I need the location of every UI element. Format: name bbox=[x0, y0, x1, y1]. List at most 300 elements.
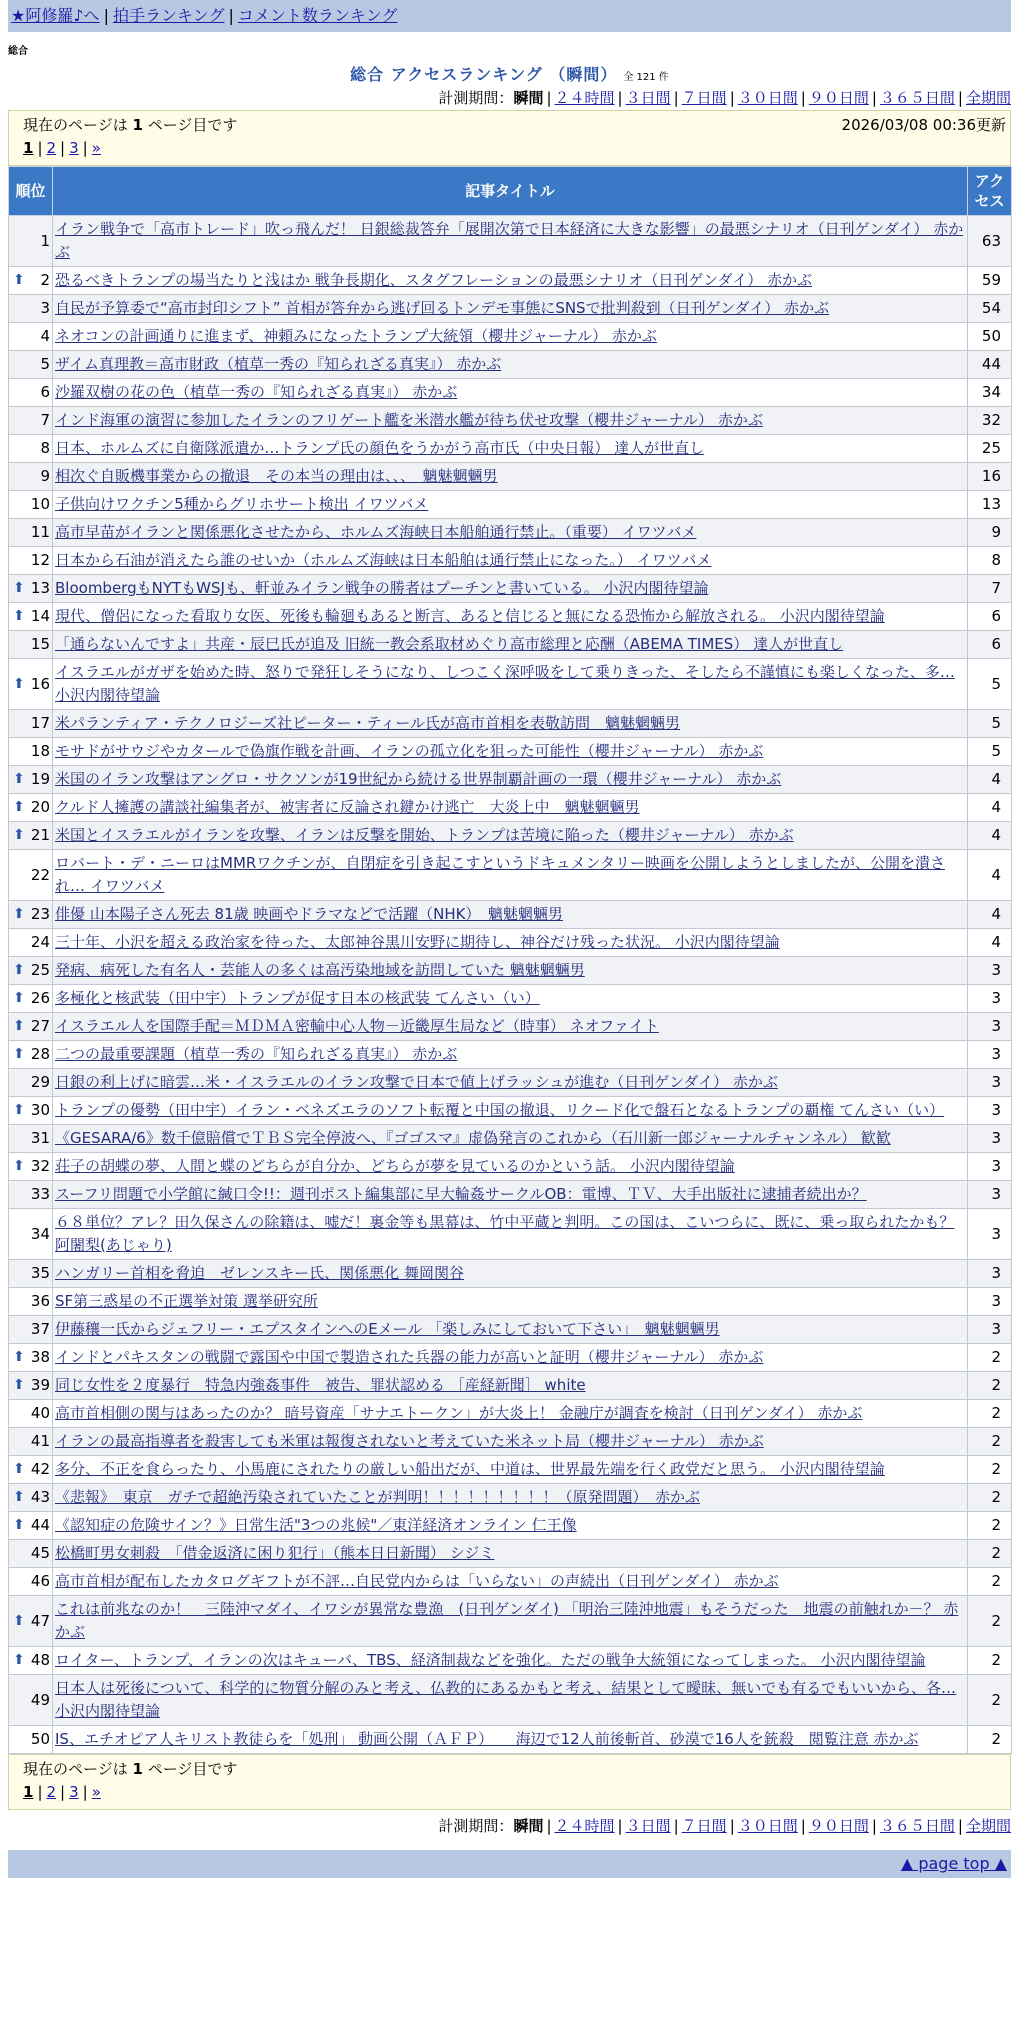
article-title-link[interactable]: トランプの優勢（田中宇）イラン・ベネズエラのソフト転覆と中国の撤退、リクード化で盤石となるトランプの覇権 てんさい（い） bbox=[55, 1101, 945, 1119]
rank-number: 4 bbox=[40, 327, 50, 345]
access-count: 2 bbox=[968, 1568, 1012, 1596]
pagination-separator: | bbox=[60, 139, 66, 157]
rank-cell bbox=[9, 1568, 53, 1596]
access-count: 32 bbox=[968, 407, 1012, 435]
title-cell bbox=[53, 1097, 968, 1125]
period-separator: | bbox=[546, 89, 552, 107]
pagination-separator: | bbox=[82, 139, 88, 157]
rank-cell bbox=[9, 379, 53, 407]
rank-cell bbox=[9, 1428, 53, 1456]
rank-cell bbox=[9, 216, 53, 267]
access-count: 3 bbox=[968, 1316, 1012, 1344]
rank-cell bbox=[9, 1512, 53, 1540]
access-count: 2 bbox=[968, 1647, 1012, 1675]
article-title-link[interactable]: 米パランティア・テクノロジーズ社ピーター・ティール氏が高市首相を表敬訪問 魑魅魍魎男 bbox=[55, 714, 681, 732]
rank-cell bbox=[9, 1069, 53, 1097]
up-arrow-icon: ⬆ bbox=[13, 1046, 25, 1062]
table-row bbox=[9, 1484, 1012, 1512]
footer-bar bbox=[8, 1850, 1011, 1878]
period-link[interactable]: ３日間 bbox=[625, 1817, 671, 1835]
period-separator: | bbox=[729, 89, 735, 107]
title-cell bbox=[53, 738, 968, 766]
up-arrow-icon: ⬆ bbox=[13, 1018, 25, 1034]
rank-number: 11 bbox=[30, 523, 50, 541]
rank-number: 42 bbox=[30, 1460, 50, 1478]
access-count: 63 bbox=[968, 216, 1012, 267]
article-title-link[interactable]: スーフリ問題で小学館に緘口令!!：週刊ポスト編集部に早大輪姦サークルOB：電博、ＴＶ、大手出版社に逮捕者続出か？ bbox=[55, 1185, 867, 1203]
pagination bbox=[23, 1781, 1006, 1803]
table-row bbox=[9, 1209, 1012, 1260]
period-link[interactable]: ３６５日間 bbox=[879, 1817, 955, 1835]
up-arrow-icon: ⬆ bbox=[13, 580, 25, 596]
rank-number: 49 bbox=[30, 1690, 50, 1709]
period-link[interactable]: ７日間 bbox=[681, 89, 727, 107]
title-cell bbox=[53, 435, 968, 463]
table-row bbox=[9, 1097, 1012, 1125]
period-label: 計測期間： bbox=[438, 1817, 514, 1835]
access-count: 13 bbox=[968, 491, 1012, 519]
access-count: 3 bbox=[968, 1209, 1012, 1260]
access-count: 4 bbox=[968, 901, 1012, 929]
current-page-prefix: 現在のページは bbox=[23, 116, 128, 134]
rank-number: 9 bbox=[40, 467, 50, 485]
table-row bbox=[9, 519, 1012, 547]
period-current: 瞬間 bbox=[513, 89, 544, 107]
article-title-link[interactable]: 多極化と核武装（田中宇）トランプが促す日本の核武装 てんさい（い） bbox=[55, 989, 540, 1007]
article-title-link[interactable]: 三十年、小沢を超える政治家を待った、太郎神谷黒川安野に期待し、神谷だけ残った状況。 小沢内閣待望論 bbox=[55, 933, 780, 951]
article-title-link[interactable]: 恐るべきトランプの場当たりと浅はか 戦争長期化、スタグフレーションの最悪シナリオ（日刊ゲンダイ） 赤かぶ bbox=[55, 271, 812, 289]
page-status-line bbox=[23, 1757, 1006, 1781]
title-cell bbox=[53, 1568, 968, 1596]
rank-number: 17 bbox=[30, 714, 50, 732]
current-page-suffix: ページ目です bbox=[147, 1760, 238, 1778]
table-row bbox=[9, 850, 1012, 901]
article-title-link[interactable]: ロイター、トランプ、イランの次はキューバ、TBS、経済制裁などを強化。ただの戦争大統領になってしまった。 小沢内閣待望論 bbox=[55, 1651, 926, 1669]
title-cell bbox=[53, 957, 968, 985]
table-row bbox=[9, 575, 1012, 603]
rank-cell bbox=[9, 1260, 53, 1288]
access-count: 2 bbox=[968, 1428, 1012, 1456]
rank-number: 3 bbox=[40, 299, 50, 317]
table-header-row bbox=[9, 167, 1012, 216]
title-cell bbox=[53, 1316, 968, 1344]
period-label: 計測期間： bbox=[438, 89, 514, 107]
article-title-link[interactable]: 《悲報》 東京 ガチで超絶汚染されていたことが判明！！！！！！！！！（原発問題） 赤かぶ bbox=[55, 1488, 701, 1506]
access-count: 6 bbox=[968, 603, 1012, 631]
rank-cell bbox=[9, 1400, 53, 1428]
access-count: 2 bbox=[968, 1484, 1012, 1512]
pagination-link[interactable]: 3 bbox=[69, 139, 79, 157]
title-cell bbox=[53, 1288, 968, 1316]
table-row bbox=[9, 659, 1012, 710]
access-count: 3 bbox=[968, 1097, 1012, 1125]
title-cell bbox=[53, 1013, 968, 1041]
article-title-link[interactable]: 高市首相が配布したカタログギフトが不評…自民党内からは「いらない」の声続出（日刊ゲンダイ） 赤かぶ bbox=[55, 1572, 779, 1590]
table-row bbox=[9, 379, 1012, 407]
rank-number: 39 bbox=[30, 1376, 50, 1394]
period-selector-bottom bbox=[8, 1814, 1011, 1838]
rank-number: 15 bbox=[30, 635, 50, 653]
clap-ranking-link[interactable]: 拍手ランキング bbox=[112, 6, 225, 25]
rank-cell bbox=[9, 1209, 53, 1260]
rank-number: 37 bbox=[30, 1320, 50, 1338]
table-row bbox=[9, 738, 1012, 766]
access-count: 9 bbox=[968, 519, 1012, 547]
table-row bbox=[9, 435, 1012, 463]
table-row bbox=[9, 794, 1012, 822]
rank-number: 50 bbox=[30, 1730, 50, 1748]
rank-cell bbox=[9, 1316, 53, 1344]
access-count: 3 bbox=[968, 1041, 1012, 1069]
article-title-link[interactable]: インド海軍の演習に参加したイランのフリゲート艦を米潜水艦が待ち伏せ攻撃（櫻井ジャーナル） 赤かぶ bbox=[55, 411, 763, 429]
article-title-link[interactable]: 日本人は死後について、科学的に物質分解のみと考え、仏教的にあるかもと考え、結果として曖昧、無いでも有るでもいいから、各… 小沢内閣待望論 bbox=[55, 1679, 957, 1720]
rank-number: 38 bbox=[30, 1348, 50, 1366]
access-count: 2 bbox=[968, 1372, 1012, 1400]
rank-number: 48 bbox=[30, 1651, 50, 1669]
current-page-text bbox=[23, 1757, 237, 1781]
article-title-link[interactable]: これは前兆なのか！ 三陸沖マダイ、イワシが異常な豊漁 (日刊ゲンダイ) 「明治三陸沖地震」もそうだった 地震の前触れか－？ 赤かぶ bbox=[55, 1600, 959, 1641]
article-title-link[interactable]: ロバート・デ・ニーロはMMRワクチンが、自閉症を引き起こすというドキュメンタリー映画を公開しようとしましたが、公開を潰され… イワツバメ bbox=[55, 854, 945, 895]
rank-number: 13 bbox=[30, 579, 50, 597]
period-separator: | bbox=[800, 1817, 806, 1835]
article-title-link[interactable]: 伊藤穰一氏からジェフリー・エプスタインへのEメール 「楽しみにしておいて下さい」 魑魅魍魎男 bbox=[55, 1320, 720, 1338]
rank-cell bbox=[9, 985, 53, 1013]
article-title-link[interactable]: ６８単位？アレ？田久保さんの除籍は、嘘だ！裏金等も黒幕は、竹中平蔵と判明。この国は、こいつらに、既に、乗っ取られたかも？ 阿闍梨(あじゃり) bbox=[55, 1213, 955, 1254]
article-title-link[interactable]: イランの最高指導者を殺害しても米軍は報復されないと考えていた米ネット局（櫻井ジャーナル） 赤かぶ bbox=[55, 1432, 764, 1450]
article-title-link[interactable]: ネオコンの計画通りに進まず、神頼みになったトランプ大統領（櫻井ジャーナル） 赤かぶ bbox=[55, 327, 657, 345]
rank-cell bbox=[9, 1456, 53, 1484]
access-count: 4 bbox=[968, 794, 1012, 822]
rank-cell bbox=[9, 1125, 53, 1153]
rank-number: 36 bbox=[30, 1292, 50, 1310]
period-link[interactable]: ３０日間 bbox=[737, 1817, 798, 1835]
article-title-link[interactable]: 沙羅双樹の花の色（植草一秀の『知られざる真実』） 赤かぶ bbox=[55, 383, 458, 401]
article-title-link[interactable]: 米国とイスラエルがイランを攻撃、イランは反撃を開始、トランプは苦境に陥った（櫻井ジャーナル） 赤かぶ bbox=[55, 826, 794, 844]
access-count: 5 bbox=[968, 738, 1012, 766]
up-arrow-icon: ⬆ bbox=[13, 1349, 25, 1365]
access-count: 44 bbox=[968, 351, 1012, 379]
article-title-link[interactable]: イスラエル人を国際手配＝ＭＤＭＡ密輸中心人物－近畿厚生局など（時事） ネオファイト bbox=[55, 1017, 659, 1035]
article-title-link[interactable]: 荘子の胡蝶の夢、人間と蝶のどちらが自分か、どちらが夢を見ているのかという話。 小沢内閣待望論 bbox=[55, 1157, 735, 1175]
rank-number: 22 bbox=[30, 865, 50, 884]
rank-cell bbox=[9, 1484, 53, 1512]
title-cell bbox=[53, 794, 968, 822]
rank-number: 45 bbox=[30, 1544, 50, 1562]
period-link[interactable]: ２４時間 bbox=[554, 89, 615, 107]
period-separator: | bbox=[729, 1817, 735, 1835]
rank-number: 44 bbox=[30, 1516, 50, 1534]
category-label: 総合 bbox=[8, 46, 28, 57]
table-row bbox=[9, 631, 1012, 659]
page-info bbox=[8, 110, 1011, 166]
access-count: 3 bbox=[968, 1260, 1012, 1288]
article-title-link[interactable]: IS、エチオピア人キリスト教徒らを「処刑」 動画公開（ＡＦＰ） 海辺で12人前後斬首、砂漠で16人を銃殺 閲覧注意 赤かぶ bbox=[55, 1730, 919, 1748]
table-row bbox=[9, 957, 1012, 985]
ranking-title-row bbox=[8, 64, 1011, 86]
up-arrow-icon: ⬆ bbox=[13, 990, 25, 1006]
article-title-link[interactable]: 高市早苗がイランと関係悪化させたから、ホルムズ海峡日本船舶通行禁止。（重要） イワツバメ bbox=[55, 523, 697, 541]
table-row bbox=[9, 1288, 1012, 1316]
title-cell bbox=[53, 1400, 968, 1428]
table-row bbox=[9, 1428, 1012, 1456]
table-row bbox=[9, 1512, 1012, 1540]
title-cell bbox=[53, 1069, 968, 1097]
pagination bbox=[23, 137, 1006, 159]
home-link[interactable]: ★阿修羅♪へ bbox=[11, 6, 100, 25]
table-row bbox=[9, 985, 1012, 1013]
current-page-number: 1 bbox=[132, 1760, 143, 1778]
article-title-link[interactable]: 日本、ホルムズに自衛隊派遣か…トランプ氏の顔色をうかがう高市氏（中央日報） 達人が世直し bbox=[55, 439, 705, 457]
title-cell bbox=[53, 901, 968, 929]
title-cell bbox=[53, 1726, 968, 1754]
article-title-link[interactable]: 同じ女性を２度暴行 特急内強姦事件 被告、罪状認める ［産経新聞］ white bbox=[55, 1376, 586, 1394]
rank-cell bbox=[9, 603, 53, 631]
article-title-link[interactable]: 俳優 山本陽子さん死去 81歳 映画やドラマなどで活躍（NHK） 魑魅魍魎男 bbox=[55, 905, 563, 923]
page-info-bottom bbox=[8, 1754, 1011, 1810]
pagination-link[interactable]: 2 bbox=[46, 139, 57, 157]
period-separator: | bbox=[957, 89, 963, 107]
article-title-link[interactable]: 《認知症の危険サイン？》日常生活"3つの兆候"／東洋経済オンライン 仁王像 bbox=[55, 1516, 577, 1534]
title-cell bbox=[53, 1456, 968, 1484]
table-row bbox=[9, 351, 1012, 379]
rank-number: 25 bbox=[30, 961, 50, 979]
rank-number: 34 bbox=[30, 1224, 50, 1243]
pagination-separator: | bbox=[37, 1783, 43, 1801]
title-cell bbox=[53, 603, 968, 631]
access-count: 50 bbox=[968, 323, 1012, 351]
table-row bbox=[9, 267, 1012, 295]
table-row bbox=[9, 1647, 1012, 1675]
table-row bbox=[9, 710, 1012, 738]
article-title-link[interactable]: インドとパキスタンの戦闘で露国や中国で製造された兵器の能力が高いと証明（櫻井ジャーナル） 赤かぶ bbox=[55, 1348, 764, 1366]
rank-number: 5 bbox=[40, 355, 50, 373]
page-top-link[interactable]: ▲ page top ▲ bbox=[900, 1854, 1007, 1873]
rank-cell bbox=[9, 957, 53, 985]
rank-cell bbox=[9, 1097, 53, 1125]
title-cell bbox=[53, 575, 968, 603]
table-row bbox=[9, 1041, 1012, 1069]
title-cell bbox=[53, 850, 968, 901]
title-cell bbox=[53, 379, 968, 407]
article-title-link[interactable]: SF第三惑星の不正選挙対策 選挙研究所 bbox=[55, 1292, 318, 1310]
article-title-link[interactable]: 《GESARA/6》数千億賠償でＴＢＳ完全停波へ、『ゴゴスマ』虚偽発言のこれから（石川新一郎ジャーナルチャンネル） 歓歓 bbox=[55, 1129, 891, 1147]
rank-number: 29 bbox=[30, 1073, 50, 1091]
rank-cell bbox=[9, 1647, 53, 1675]
current-page-prefix: 現在のページは bbox=[23, 1760, 128, 1778]
up-arrow-icon: ⬆ bbox=[13, 1158, 25, 1174]
article-title-link[interactable]: 「通らないんですよ」共産・辰巳氏が追及 旧統一教会系取材めぐり高市総理と応酬（ABEMA TIMES） 達人が世直し bbox=[55, 635, 844, 653]
title-cell bbox=[53, 710, 968, 738]
title-cell bbox=[53, 1647, 968, 1675]
current-page-text bbox=[23, 113, 237, 137]
pagination-next[interactable]: » bbox=[91, 1783, 101, 1801]
article-title-link[interactable]: ザイム真理教＝高市財政（植草一秀の『知られざる真実』） 赤かぶ bbox=[55, 355, 502, 373]
rank-cell bbox=[9, 1596, 53, 1647]
period-separator: | bbox=[800, 89, 806, 107]
up-arrow-icon: ⬆ bbox=[13, 962, 25, 978]
rank-cell bbox=[9, 435, 53, 463]
pagination-current: 1 bbox=[23, 139, 34, 157]
access-count: 4 bbox=[968, 850, 1012, 901]
table-row bbox=[9, 1596, 1012, 1647]
ranking-table-body bbox=[9, 216, 1012, 1754]
rank-cell bbox=[9, 1540, 53, 1568]
title-cell bbox=[53, 1181, 968, 1209]
total-count: 全 121 件 bbox=[623, 72, 669, 83]
article-title-link[interactable]: 子供向けワクチン5種からグリホサート検出 イワツバメ bbox=[55, 495, 429, 513]
rank-number: 33 bbox=[30, 1185, 50, 1203]
rank-cell bbox=[9, 659, 53, 710]
period-separator: | bbox=[673, 89, 679, 107]
period-separator: | bbox=[546, 1817, 552, 1835]
table-row bbox=[9, 1153, 1012, 1181]
title-cell bbox=[53, 491, 968, 519]
period-separator: | bbox=[673, 1817, 679, 1835]
period-selector bbox=[8, 86, 1011, 110]
article-title-link[interactable]: イスラエルがガザを始めた時、怒りで発狂しそうになり、しつこく深呼吸をして乗りきった、そしたら不謹慎にも楽しくなった、多… 小沢内閣待望論 bbox=[55, 663, 955, 704]
rank-cell bbox=[9, 929, 53, 957]
column-header-title: 記事タイトル bbox=[53, 167, 968, 216]
table-row bbox=[9, 407, 1012, 435]
up-arrow-icon: ⬆ bbox=[13, 1652, 25, 1668]
article-title-link[interactable]: イラン戦争で「高市トレード」吹っ飛んだ！ 日銀総裁答弁「展開次第で日本経済に大きな影響」の最悪シナリオ（日刊ゲンダイ） 赤かぶ bbox=[55, 220, 964, 261]
article-title-link[interactable]: 現代、僧侶になった看取り女医、死後も輪廻もあると断言、あると信じると無になる恐怖から解放される。 小沢内閣待望論 bbox=[55, 607, 885, 625]
rank-number: 12 bbox=[30, 551, 50, 569]
title-cell bbox=[53, 766, 968, 794]
access-count: 8 bbox=[968, 547, 1012, 575]
rank-number: 10 bbox=[30, 495, 50, 513]
period-link[interactable]: ９０日間 bbox=[808, 89, 869, 107]
access-count: 7 bbox=[968, 575, 1012, 603]
title-cell bbox=[53, 1209, 968, 1260]
comment-ranking-link[interactable]: コメント数ランキング bbox=[237, 6, 398, 25]
article-title-link[interactable]: 松橋町男女刺殺 「借金返済に困り犯行」（熊本日日新聞） シジミ bbox=[55, 1544, 495, 1562]
title-cell bbox=[53, 1041, 968, 1069]
article-title-link[interactable]: 多分、不正を食らったり、小馬鹿にされたりの厳しい船出だが、中道は、世界最先端を行く政党だと思う。 小沢内閣待望論 bbox=[55, 1460, 885, 1478]
up-arrow-icon: ⬆ bbox=[13, 827, 25, 843]
article-title-link[interactable]: BloombergもNYTもWSJも、軒並みイラン戦争の勝者はプーチンと書いている。 小沢内閣待望論 bbox=[55, 579, 709, 597]
table-row bbox=[9, 1726, 1012, 1754]
rank-cell bbox=[9, 1675, 53, 1726]
title-cell bbox=[53, 659, 968, 710]
page-status-line bbox=[23, 113, 1006, 137]
rank-cell bbox=[9, 491, 53, 519]
article-title-link[interactable]: ハンガリー首相を脅迫 ゼレンスキー氏、関係悪化 舞岡関谷 bbox=[55, 1264, 464, 1282]
title-cell bbox=[53, 631, 968, 659]
article-title-link[interactable]: モサドがサウジやカタールで偽旗作戦を計画、イランの孤立化を狙った可能性（櫻井ジャーナル） 赤かぶ bbox=[55, 742, 764, 760]
rank-cell bbox=[9, 766, 53, 794]
rank-cell bbox=[9, 267, 53, 295]
rank-number: 47 bbox=[30, 1611, 50, 1630]
access-count: 3 bbox=[968, 957, 1012, 985]
rank-cell bbox=[9, 323, 53, 351]
title-cell bbox=[53, 1344, 968, 1372]
title-cell bbox=[53, 463, 968, 491]
period-separator: | bbox=[617, 1817, 623, 1835]
rank-cell bbox=[9, 710, 53, 738]
table-row bbox=[9, 1181, 1012, 1209]
article-title-link[interactable]: 自民が予算委で“高市封印シフト” 首相が答弁から逃げ回るトンデモ事態にSNSで批判殺到（日刊ゲンダイ） 赤かぶ bbox=[55, 299, 830, 317]
up-arrow-icon: ⬆ bbox=[13, 1102, 25, 1118]
nav-separator: | bbox=[228, 6, 234, 25]
period-link[interactable]: ３０日間 bbox=[737, 89, 798, 107]
column-header-access: アクセス bbox=[968, 167, 1012, 216]
rank-cell bbox=[9, 575, 53, 603]
rank-number: 6 bbox=[40, 383, 50, 401]
rank-number: 23 bbox=[30, 905, 50, 923]
period-link[interactable]: ９０日間 bbox=[808, 1817, 869, 1835]
up-arrow-icon: ⬆ bbox=[13, 1612, 25, 1629]
title-cell bbox=[53, 1512, 968, 1540]
rank-number: 26 bbox=[30, 989, 50, 1007]
access-count: 3 bbox=[968, 1153, 1012, 1181]
access-count: 5 bbox=[968, 710, 1012, 738]
article-title-link[interactable]: 米国のイラン攻撃はアングロ・サクソンが19世紀から続ける世界制覇計画の一環（櫻井ジャーナル） 赤かぶ bbox=[55, 770, 782, 788]
pagination-link[interactable]: 2 bbox=[46, 1783, 57, 1801]
article-title-link[interactable]: 高市首相側の関与はあったのか？ 暗号資産「サナエトークン」が大炎上！ 金融庁が調査を検討（日刊ゲンダイ） 赤かぶ bbox=[55, 1404, 863, 1422]
period-link[interactable]: ７日間 bbox=[681, 1817, 727, 1835]
table-row bbox=[9, 1125, 1012, 1153]
access-count: 3 bbox=[968, 1125, 1012, 1153]
rank-number: 8 bbox=[40, 439, 50, 457]
page-title: 総合 アクセスランキング （瞬間） bbox=[350, 65, 618, 84]
up-arrow-icon: ⬆ bbox=[13, 771, 25, 787]
period-link[interactable]: 全期間 bbox=[965, 89, 1011, 107]
article-title-link[interactable]: 日本から石油が消えたら誰のせいか（ホルムズ海峡は日本船舶は通行禁止になった。） イワツバメ bbox=[55, 551, 712, 569]
period-link[interactable]: ２４時間 bbox=[554, 1817, 615, 1835]
article-title-link[interactable]: 発病、病死した有名人・芸能人の多くは高汚染地域を訪問していた 魑魅魍魎男 bbox=[55, 961, 585, 979]
rank-cell bbox=[9, 1726, 53, 1754]
table-row bbox=[9, 822, 1012, 850]
title-cell bbox=[53, 295, 968, 323]
rank-number: 7 bbox=[40, 411, 50, 429]
table-row bbox=[9, 295, 1012, 323]
table-row bbox=[9, 323, 1012, 351]
period-link[interactable]: ３日間 bbox=[625, 89, 671, 107]
period-separator: | bbox=[871, 89, 877, 107]
title-cell bbox=[53, 351, 968, 379]
table-row bbox=[9, 1316, 1012, 1344]
period-link[interactable]: ３６５日間 bbox=[879, 89, 955, 107]
pagination-link[interactable]: 3 bbox=[69, 1783, 79, 1801]
rank-cell bbox=[9, 1013, 53, 1041]
period-separator: | bbox=[957, 1817, 963, 1835]
title-cell bbox=[53, 267, 968, 295]
article-title-link[interactable]: 日銀の利上げに暗雲…米・イスラエルのイラン攻撃で日本で値上げラッシュが進む（日刊ゲンダイ） 赤かぶ bbox=[55, 1073, 778, 1091]
article-title-link[interactable]: 二つの最重要課題（植草一秀の『知られざる真実』） 赤かぶ bbox=[55, 1045, 458, 1063]
rank-number: 21 bbox=[30, 826, 50, 844]
access-count: 3 bbox=[968, 1181, 1012, 1209]
access-count: 2 bbox=[968, 1726, 1012, 1754]
access-count: 3 bbox=[968, 1069, 1012, 1097]
access-count: 16 bbox=[968, 463, 1012, 491]
period-link[interactable]: 全期間 bbox=[965, 1817, 1011, 1835]
article-title-link[interactable]: クルド人擁護の講談社編集者が、被害者に反論され鍵かけ逃亡 大炎上中 魑魅魍魎男 bbox=[55, 798, 640, 816]
title-cell bbox=[53, 407, 968, 435]
pagination-next[interactable]: » bbox=[91, 139, 101, 157]
rank-cell bbox=[9, 295, 53, 323]
up-arrow-icon: ⬆ bbox=[13, 799, 25, 815]
rank-number: 43 bbox=[30, 1488, 50, 1506]
article-title-link[interactable]: 相次ぐ自販機事業からの撤退 その本当の理由は、、、 魑魅魍魎男 bbox=[55, 467, 498, 485]
table-row bbox=[9, 1456, 1012, 1484]
access-count: 34 bbox=[968, 379, 1012, 407]
access-count: 4 bbox=[968, 929, 1012, 957]
page bbox=[8, 0, 1011, 1878]
rank-number: 30 bbox=[30, 1101, 50, 1119]
pagination-current: 1 bbox=[23, 1783, 34, 1801]
access-count: 4 bbox=[968, 822, 1012, 850]
